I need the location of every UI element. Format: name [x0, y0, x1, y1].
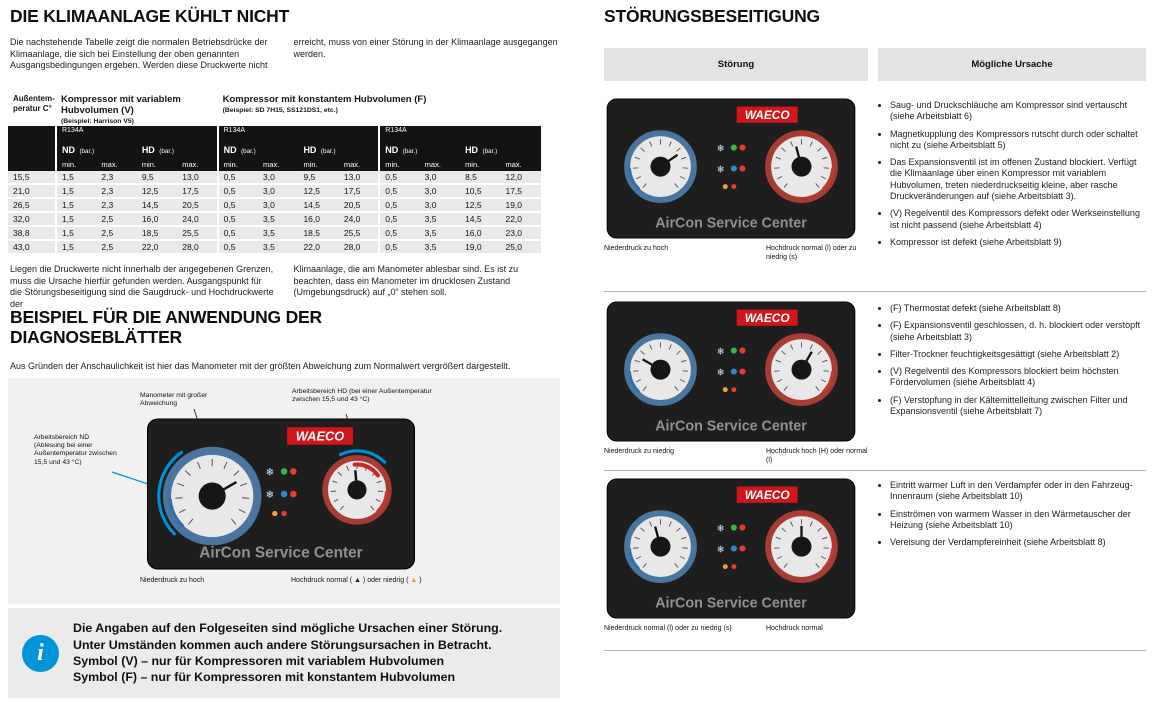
nd-reading-label: Niederdruck zu hoch [604, 245, 669, 252]
cause-item: • (F) Verstopfung in der Kältemittelleitung zwischen Filter und Expansionsventil (siehe Arbeitsblatt 7) [890, 395, 1148, 418]
pressure-cell: 8,5 [460, 171, 500, 184]
indicator-led [731, 368, 737, 374]
triangle-low-icon: ▲ [410, 577, 418, 584]
cause-item: • Vereisung der Verdampfereinheit (siehe Arbeitsblatt 8) [890, 537, 1148, 548]
bar-unit: (bar.) [482, 148, 498, 155]
pressure-cell: 18,5 [137, 226, 177, 240]
snowflake-icon: ❄ [716, 164, 725, 176]
snowflake-icon: ❄ [265, 467, 275, 479]
indicator-led [723, 387, 728, 392]
pressure-cell: 17,5 [339, 184, 379, 198]
pressure-cell: 0,5 [379, 171, 419, 184]
pressure-table [8, 93, 541, 255]
pressure-cell: 13,0 [177, 171, 217, 184]
after-col2: Klimaanlage, die am Manometer ablesbar sind. Es ist zu beachten, dass ein Manometer im drucklosen Zustand (Umgebungsdruck) auf „0“ stehen soll. [293, 264, 519, 297]
group-variable-header [56, 93, 218, 126]
pressure-cell: 3,0 [258, 171, 298, 184]
pressure-cell: 23,0 [500, 226, 541, 240]
pressure-cell: 2,5 [96, 240, 136, 254]
hd-label: HD [303, 145, 317, 155]
brand-text: WAECO [744, 107, 790, 122]
min-label: min. [379, 159, 419, 171]
max-label: max. [177, 159, 217, 171]
pressure-cell: 24,0 [339, 212, 379, 226]
pressure-cell: 10,5 [460, 184, 500, 198]
example-diagram [8, 378, 560, 604]
pressure-table-body [8, 171, 541, 254]
pressure-cell: 0,5 [218, 240, 258, 254]
intro-col1: Die nachstehende Tabelle zeigt die normalen Betriebsdrücke der Klimaanlage, die sich bei Einstellung der oben genannten Ausgangsbedingungen ergeben. Werden diese Druckwerte nicht [10, 37, 268, 70]
group-variable-sub: (Beispiel: Harrison V5) [61, 118, 134, 125]
low-pressure-gauge [627, 513, 694, 580]
indicator-led [731, 144, 737, 150]
pressure-row [8, 171, 541, 184]
nd-reading-label: Niederdruck normal (l) oder zu niedrig (s) [604, 625, 732, 632]
bar-unit: (bar.) [159, 148, 174, 155]
pressure-cell: 19,0 [500, 198, 541, 212]
max-label: max. [500, 159, 541, 171]
max-label: max. [339, 159, 379, 171]
hd-header [298, 139, 379, 159]
pressure-cell: 1,5 [56, 226, 96, 240]
manometer-panel [140, 418, 422, 570]
indicator-led [731, 165, 737, 171]
empty-cell [8, 126, 56, 139]
bar-unit: (bar.) [320, 148, 336, 155]
brand-text: WAECO [295, 428, 345, 444]
group-fixed-sub: (Beispiel: SD 7H15, SS121DS1, etc.) [222, 107, 338, 114]
indicator-led [739, 144, 745, 150]
low-pressure-gauge [627, 336, 694, 403]
info-icon-glyph: i [37, 639, 44, 666]
info-line: Symbol (F) – nur für Kompressoren mit konstantem Hubvolumen [73, 670, 456, 685]
pressure-cell: 1,5 [56, 240, 96, 254]
pressure-cell: 3,0 [420, 171, 460, 184]
pressure-cell: 22,0 [500, 212, 541, 226]
high-pressure-gauge [768, 133, 835, 200]
example-section-title: BEISPIEL FÜR DIE ANWENDUNG DER DIAGNOSEBLÄTTER [10, 307, 322, 347]
indicator-led [290, 491, 297, 498]
pressure-table-wrap [8, 93, 542, 255]
temperature-cell: 32,0 [8, 212, 56, 226]
nd-header [218, 139, 299, 159]
pressure-cell: 3,5 [258, 226, 298, 240]
pressure-cell: 0,5 [379, 226, 419, 240]
indicator-led [723, 564, 728, 569]
snowflake-icon: ❄ [265, 490, 275, 502]
indicator-led [739, 347, 745, 353]
pressure-cell: 0,5 [218, 184, 258, 198]
hd-label-text: Hochdruck normal ( [291, 577, 355, 584]
indicator-led [739, 368, 745, 374]
indicator-led [731, 564, 736, 569]
pressure-cell: 22,0 [137, 240, 177, 254]
cause-item: • (F) Thermostat defekt (siehe Arbeitsblatt 8) [890, 303, 1148, 314]
high-pressure-gauge [325, 458, 389, 522]
pressure-cell: 1,5 [56, 171, 96, 184]
indicator-led [281, 468, 288, 475]
min-label: min. [137, 159, 177, 171]
pressure-cell: 3,5 [420, 212, 460, 226]
page-title-right: STÖRUNGSBESEITIGUNG [604, 6, 820, 26]
table-title-row [8, 93, 541, 126]
refrigerant-label: R134A [218, 126, 380, 139]
pressure-cell: 19,0 [460, 240, 500, 254]
row-divider [604, 470, 1146, 471]
nd-label: ND [385, 145, 399, 155]
pressure-cell: 18,5 [298, 226, 338, 240]
intro-col2: erreicht, muss von einer Störung in der Klimaanlage ausgegangen werden. [293, 37, 558, 59]
cause-item: • (V) Regelventil des Kompressors defekt oder Werkseinstellung ist nicht passend (siehe Arbeitsblatt 4) [890, 208, 1148, 231]
pressure-cell: 28,0 [339, 240, 379, 254]
pressure-row [8, 226, 541, 240]
snowflake-icon: ❄ [716, 544, 725, 556]
pressure-cell: 16,0 [298, 212, 338, 226]
hd-label-text: ) oder niedrig ( [360, 577, 411, 584]
temperature-cell: 26,5 [8, 198, 56, 212]
hd-label: HD [141, 145, 155, 155]
indicator-led [281, 491, 288, 498]
pressure-cell: 1,5 [56, 184, 96, 198]
pressure-cell: 2,3 [96, 198, 136, 212]
bar-unit: (bar.) [241, 148, 256, 155]
row-divider [604, 650, 1146, 651]
pressure-cell: 0,5 [379, 198, 419, 212]
temp-header [8, 93, 56, 126]
annotation-deviation: Manometer mit großer Abweichung [140, 392, 208, 408]
pressure-cell: 0,5 [218, 171, 258, 184]
cause-list [878, 100, 1148, 254]
nd-label: ND [223, 145, 237, 155]
snowflake-icon: ❄ [716, 523, 725, 535]
cause-item: • Kompressor ist defekt (siehe Arbeitsblatt 9) [890, 237, 1148, 248]
example-intro: Aus Gründen der Anschaulichkeit ist hier das Manometer mit der größten Abweichung zum Normalwert vergrößert dargestellt. [10, 361, 511, 371]
pressure-cell: 12,0 [500, 171, 541, 184]
indicator-led [731, 387, 736, 392]
hd-reading-label [291, 577, 461, 586]
pressure-cell: 16,0 [460, 226, 500, 240]
pressure-row [8, 184, 541, 198]
manometer-panel [604, 301, 858, 442]
brand-text: WAECO [744, 487, 790, 502]
pressure-row [8, 212, 541, 226]
pressure-cell: 12,5 [298, 184, 338, 198]
info-line: Symbol (V) – nur für Kompressoren mit variablem Hubvolumen [73, 654, 445, 668]
cause-list [878, 303, 1148, 423]
group-fixed-title: Kompressor mit konstantem Hubvolumen (F) [222, 94, 427, 105]
nd-reading-label: Niederdruck zu niedrig [604, 448, 675, 455]
pressure-cell: 17,5 [177, 184, 217, 198]
indicator-led [272, 511, 277, 516]
pressure-row [8, 240, 541, 254]
pressure-cell: 0,5 [379, 184, 419, 198]
snowflake-icon: ❄ [716, 367, 725, 379]
brand-text: WAECO [744, 310, 790, 325]
pressure-cell: 2,5 [96, 226, 136, 240]
hd-header [460, 139, 541, 159]
intro-paragraph [10, 37, 559, 72]
cause-item: • Saug- und Druckschläuche am Kompressor sind vertauscht (siehe Arbeitsblatt 6) [890, 100, 1148, 123]
pressure-cell: 2,3 [96, 184, 136, 198]
pressure-cell: 3,5 [420, 226, 460, 240]
cause-list [878, 480, 1148, 554]
nd-header [379, 139, 460, 159]
max-label: max. [420, 159, 460, 171]
pressure-cell: 3,5 [258, 212, 298, 226]
pressure-cell: 0,5 [218, 212, 258, 226]
hd-label-text: ) [417, 577, 422, 584]
hd-label: HD [465, 145, 479, 155]
row-divider [604, 291, 1146, 292]
nd-reading-label: Niederdruck zu hoch [140, 577, 205, 584]
min-label: min. [460, 159, 500, 171]
min-max-row [8, 159, 541, 171]
column-header-cause: Mögliche Ursache [878, 48, 1146, 81]
refrigerant-label: R134A [56, 126, 218, 139]
indicator-led [731, 524, 737, 530]
pressure-cell: 25,5 [177, 226, 217, 240]
temperature-cell: 43,0 [8, 240, 56, 254]
pressure-cell: 14,5 [137, 198, 177, 212]
indicator-led [731, 184, 736, 189]
info-icon [22, 635, 59, 672]
pressure-cell: 1,5 [56, 198, 96, 212]
refrigerant-label: R134A [379, 126, 541, 139]
max-label: max. [258, 159, 298, 171]
empty-cell [8, 139, 56, 159]
bar-unit: (bar.) [79, 148, 95, 155]
refrigerant-row [8, 126, 541, 139]
temp-header-line2: peratur C° [13, 103, 52, 113]
info-text [73, 620, 502, 686]
pressure-cell: 3,5 [258, 240, 298, 254]
temp-header-line1: Außentem- [13, 94, 55, 103]
indicator-led [281, 511, 286, 516]
pressure-cell: 2,5 [96, 212, 136, 226]
pressure-cell: 14,5 [460, 212, 500, 226]
indicator-led [739, 524, 745, 530]
pressure-cell: 17,5 [500, 184, 541, 198]
pressure-cell: 20,5 [339, 198, 379, 212]
min-label: min. [298, 159, 338, 171]
pressure-row [8, 198, 541, 212]
pressure-cell: 2,3 [96, 171, 136, 184]
nd-hd-row [8, 139, 541, 159]
bar-unit: (bar.) [402, 148, 418, 155]
pressure-cell: 22,0 [298, 240, 338, 254]
hd-header [137, 139, 218, 159]
info-line: Unter Umständen kommen auch andere Störungsursachen in Betracht. [73, 637, 492, 652]
product-text: AirCon Service Center [655, 418, 807, 435]
pressure-cell: 14,5 [298, 198, 338, 212]
after-col1: Liegen die Druckwerte nicht innerhalb der angegebenen Grenzen, muss die Ursache hierfür gefunden werden. Ausgangspunkt für die Störungsbeseitigung sind die Saugdruck- und Hochdruckwerte der [10, 264, 274, 309]
pressure-cell: 25,5 [339, 226, 379, 240]
pressure-cell: 3,0 [258, 198, 298, 212]
product-text: AirCon Service Center [199, 544, 363, 562]
cause-item: • Das Expansionsventil ist im offenen Zustand blockiert. Verfügt die Klimaanlage über einen Kompressor mit variablem Hubvolumen, treten niederdruckseitig kleine, aber rasche Druckveränderungen auf (siehe Arbeitsblatt 3). [890, 157, 1148, 202]
product-text: AirCon Service Center [655, 215, 807, 232]
annotation-nd-range: Arbeitsbereich ND (Ablesung bei einer Außentemperatur zwischen 15,5 und 43 °C) [34, 434, 117, 466]
annotation-hd-range: Arbeitsbereich HD (bei einer Außentemperatur zwischen 15,5 und 43 °C) [292, 388, 432, 404]
pressure-cell: 0,5 [218, 198, 258, 212]
info-box [8, 608, 560, 698]
indicator-led [731, 545, 737, 551]
pressure-cell: 12,5 [137, 184, 177, 198]
group-fixed-header [218, 93, 541, 126]
pressure-cell: 20,5 [177, 198, 217, 212]
indicator-led [739, 545, 745, 551]
nd-label: ND [62, 145, 75, 155]
temperature-cell: 15,5 [8, 171, 56, 184]
pressure-cell: 3,0 [258, 184, 298, 198]
min-label: min. [56, 159, 96, 171]
pressure-cell: 13,0 [339, 171, 379, 184]
pressure-cell: 28,0 [177, 240, 217, 254]
low-pressure-gauge [627, 133, 694, 200]
low-pressure-gauge [167, 451, 257, 541]
indicator-led [723, 184, 728, 189]
page-title-left: DIE KLIMAANLAGE KÜHLT NICHT [10, 6, 290, 26]
product-text: AirCon Service Center [655, 595, 807, 612]
min-label: min. [218, 159, 258, 171]
temperature-cell: 38,8 [8, 226, 56, 240]
pressure-cell: 0,5 [379, 240, 419, 254]
cause-item: • Magnetkupplung des Kompressors rutscht durch oder schaltet nicht zu (siehe Arbeitsblatt 5) [890, 129, 1148, 152]
pressure-cell: 16,0 [137, 212, 177, 226]
group-variable-title: Kompressor mit variablem Hubvolumen (V) [61, 94, 181, 116]
cause-item: • Filter-Trockner feuchtigkeitsgesättigt (siehe Arbeitsblatt 2) [890, 349, 1148, 360]
cause-item: • (F) Expansionsventil geschlossen, d. h. blockiert oder verstopft (siehe Arbeitsblatt 3) [890, 320, 1148, 343]
snowflake-icon: ❄ [716, 346, 725, 358]
cause-item: • Eintritt warmer Luft in den Verdampfer oder in den Fahrzeug-Innenraum (siehe Arbeitsblatt 10) [890, 480, 1148, 503]
manometer-panel [604, 98, 858, 239]
pressure-cell: 3,0 [420, 184, 460, 198]
after-table-paragraph [10, 264, 559, 310]
indicator-led [290, 468, 297, 475]
triangle-normal-icon: ▲ [354, 577, 361, 584]
pressure-cell: 24,0 [177, 212, 217, 226]
high-pressure-gauge [768, 513, 835, 580]
cause-item: • Einströmen von warmem Wasser in den Wärmetauscher der Heizung (siehe Arbeitsblatt 10) [890, 509, 1148, 532]
column-header-fault: Störung [604, 48, 868, 81]
pressure-cell: 0,5 [379, 212, 419, 226]
high-pressure-gauge [768, 336, 835, 403]
snowflake-icon: ❄ [716, 143, 725, 155]
pressure-cell: 0,5 [218, 226, 258, 240]
temperature-cell: 21,0 [8, 184, 56, 198]
max-label: max. [96, 159, 136, 171]
cause-item: • (V) Regelventil des Kompressors blockiert beim höchsten Fördervolumen (siehe Arbeitsblatt 4) [890, 366, 1148, 389]
pressure-cell: 12,5 [460, 198, 500, 212]
indicator-led [739, 165, 745, 171]
pressure-cell: 25,0 [500, 240, 541, 254]
pressure-cell: 9,5 [298, 171, 338, 184]
pressure-cell: 3,5 [420, 240, 460, 254]
manometer-panel [604, 478, 858, 619]
hd-reading-label: Hochdruck normal [766, 625, 823, 632]
hd-reading-label: Hochdruck hoch (H) oder normal (l) [766, 448, 868, 464]
info-line: Die Angaben auf den Folgeseiten sind mögliche Ursachen einer Störung. [73, 621, 503, 636]
pressure-cell: 3,0 [420, 198, 460, 212]
empty-cell [8, 159, 56, 171]
pressure-cell: 1,5 [56, 212, 96, 226]
nd-header [56, 139, 137, 159]
hd-reading-label: Hochdruck normal (l) oder zu niedrig (s) [766, 245, 857, 261]
indicator-led [731, 347, 737, 353]
pressure-cell: 9,5 [137, 171, 177, 184]
